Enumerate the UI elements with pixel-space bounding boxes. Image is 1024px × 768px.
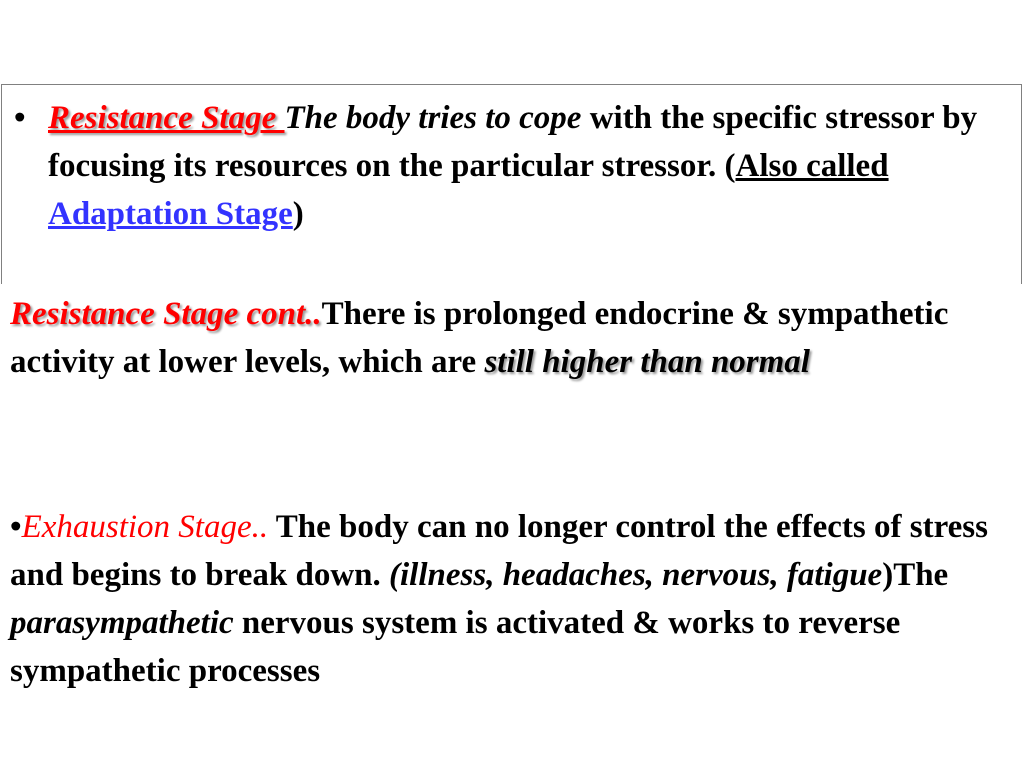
- exhaustion-stage-term: Exhaustion Stage..: [21, 509, 269, 545]
- resistance-stage-cont-term: Resistance Stage cont..: [10, 296, 322, 332]
- bullet: •: [14, 100, 26, 136]
- the-label: )The: [882, 557, 949, 593]
- parasympathetic-description: nervous system is activated & works to reverse sympathetic processes: [10, 605, 901, 689]
- body-tries-to-cope: The body tries to cope: [284, 100, 582, 136]
- also-called-label: Also called: [735, 148, 889, 184]
- adaptation-stage-link[interactable]: Adaptation Stage: [48, 196, 293, 232]
- close-paren: ): [292, 196, 304, 232]
- resistance-stage-cont-paragraph: [10, 290, 1010, 386]
- resistance-stage-term: Resistance Stage: [48, 100, 285, 136]
- parasympathetic-term: parasympathetic: [10, 605, 234, 641]
- resistance-stage-paragraph: [14, 94, 1024, 238]
- bullet: •: [10, 509, 22, 545]
- resistance-description: with the specific stressor by focusing its resources on the particular stressor. (: [48, 100, 978, 184]
- exhaustion-description: The body can no longer control the effects of stress and begins to break down.: [10, 509, 988, 593]
- still-higher-than-normal: still higher than normal: [484, 344, 810, 380]
- symptoms-list: (illness, headaches, nervous, fatigue: [389, 557, 883, 593]
- exhaustion-stage-paragraph: [10, 503, 1010, 695]
- endocrine-description: There is prolonged endocrine & sympathetic activity at lower levels, which are: [10, 296, 949, 380]
